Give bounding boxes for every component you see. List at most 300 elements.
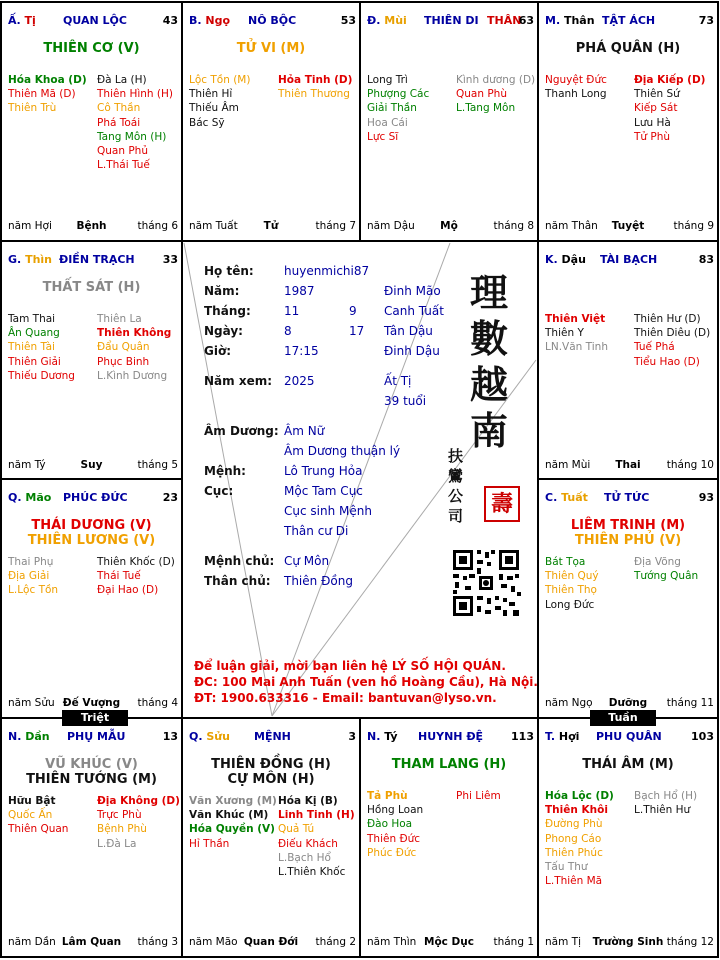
center-value: Thiên Đồng bbox=[284, 574, 353, 588]
footer-year: năm Sửu bbox=[8, 697, 55, 709]
minor-star: Quốc Ấn bbox=[8, 809, 53, 822]
footer-stage: Mộc Dục bbox=[424, 936, 474, 948]
minor-star: Thai Phụ bbox=[8, 556, 54, 568]
minor-star: Tiểu Hao (D) bbox=[634, 355, 700, 368]
footer-year: năm Hợi bbox=[8, 220, 52, 232]
palace-suu bbox=[182, 718, 360, 957]
minor-star: Tuế Phá bbox=[634, 341, 675, 354]
center-label: Họ tên: bbox=[204, 264, 254, 278]
star-column-left bbox=[545, 312, 608, 355]
palace-number: 53 bbox=[340, 14, 356, 27]
palace-position bbox=[545, 491, 588, 504]
tuan-tag: Tuần bbox=[590, 710, 656, 726]
palace-position bbox=[545, 730, 579, 743]
footer-year: năm Ngọ bbox=[545, 697, 593, 709]
palace-header bbox=[1, 241, 182, 266]
center-value: huyenmichi87 bbox=[284, 264, 370, 278]
qr-icon bbox=[451, 548, 521, 618]
minor-star: Hóa Kị (B) bbox=[278, 795, 338, 807]
minor-star: Địa Kiếp (D) bbox=[634, 74, 706, 86]
main-star: PHÁ QUÂN (H) bbox=[575, 41, 681, 56]
palace-position bbox=[189, 14, 230, 27]
footer-stage: Đế Vượng bbox=[62, 697, 121, 709]
minor-star: Cô Thần bbox=[97, 102, 141, 115]
minor-star: Hoa Cái bbox=[367, 116, 408, 129]
footer-year: năm Tị bbox=[545, 936, 581, 948]
center-value: 11 bbox=[284, 304, 300, 318]
star-column-right bbox=[97, 73, 173, 172]
minor-star: Kiếp Sát bbox=[634, 102, 678, 115]
palace-dan bbox=[1, 718, 182, 957]
minor-star: Tử Phù bbox=[634, 130, 671, 143]
earthly-branch: Thìn bbox=[25, 253, 52, 266]
calligraphy-char: 司 bbox=[448, 507, 464, 525]
minor-star: Đại Hao (D) bbox=[97, 584, 159, 597]
center-label: Tháng: bbox=[204, 304, 251, 318]
palace-name: ĐIỀN TRẠCH bbox=[59, 253, 135, 266]
palace-number: 103 bbox=[691, 730, 714, 743]
position-letter: C. bbox=[545, 491, 558, 504]
palace-than bbox=[538, 2, 718, 241]
footer-month: tháng 7 bbox=[315, 220, 356, 232]
center-value: 1987 bbox=[284, 284, 315, 298]
earthly-branch: Thân bbox=[563, 14, 595, 27]
center-value: Lô Trung Hỏa bbox=[284, 464, 363, 478]
footer-stage: Tử bbox=[263, 220, 279, 232]
center-label: Thân chủ: bbox=[204, 574, 271, 588]
minor-star: Tướng Quân bbox=[634, 570, 699, 583]
minor-star: Trực Phù bbox=[97, 809, 142, 822]
earthly-branch: Ngọ bbox=[205, 14, 231, 27]
center-value: Ất Tị bbox=[384, 374, 412, 388]
palace-position bbox=[367, 14, 407, 27]
star-column-left bbox=[8, 73, 87, 116]
palace-number: 3 bbox=[348, 730, 356, 743]
center-value: Âm Dương thuận lý bbox=[284, 444, 401, 458]
minor-star: Tả Phù bbox=[367, 790, 408, 802]
center-value: 39 tuổi bbox=[384, 394, 427, 408]
minor-star: Đà La (H) bbox=[97, 74, 147, 86]
footer-month: tháng 4 bbox=[137, 697, 178, 709]
footer-month: tháng 12 bbox=[666, 936, 714, 948]
star-column-right bbox=[634, 555, 698, 583]
palace-name: PHU QUÂN bbox=[596, 730, 662, 743]
minor-star: Lực Sĩ bbox=[367, 130, 399, 143]
minor-star: Thiên Khốc (D) bbox=[97, 556, 175, 568]
minor-star: Hỏa Tinh (D) bbox=[278, 74, 353, 86]
minor-star: Văn Khúc (M) bbox=[189, 809, 269, 822]
earthly-branch: Dần bbox=[25, 730, 50, 743]
palace-number: 93 bbox=[698, 491, 714, 504]
palace-number: 113 bbox=[511, 730, 534, 743]
minor-star: Điếu Khách bbox=[278, 837, 338, 850]
palace-position bbox=[8, 253, 52, 266]
palace-number: 83 bbox=[698, 253, 714, 266]
minor-star: Thiên Hình (H) bbox=[97, 88, 173, 101]
palace-name: PHỤ MẪU bbox=[67, 730, 126, 743]
palace-ty2 bbox=[360, 718, 538, 957]
triet-tag: Triệt bbox=[62, 710, 128, 726]
minor-star: Quan Phủ bbox=[97, 145, 148, 158]
minor-star: Thiên Tài bbox=[8, 341, 55, 354]
earthly-branch: Sửu bbox=[206, 730, 230, 743]
star-column-left bbox=[8, 312, 75, 383]
minor-star: Quả Tú bbox=[278, 823, 315, 836]
center-label: Cục: bbox=[204, 484, 234, 498]
minor-star: Thiên La bbox=[97, 313, 142, 325]
minor-star: Thiên Y bbox=[545, 327, 584, 340]
main-star: VŨ KHÚC (V) bbox=[45, 757, 138, 772]
earthly-branch: Tị bbox=[24, 14, 36, 27]
notice-line: Để luận giải, mời bạn liên hệ LÝ SỐ HỘI QUÁN. bbox=[194, 659, 506, 673]
star-column-left bbox=[545, 555, 599, 612]
minor-star: Thiên Đức bbox=[367, 832, 421, 845]
palace-header bbox=[360, 2, 538, 27]
center-value: Mộc Tam Cục bbox=[284, 484, 363, 498]
center-label: Năm: bbox=[204, 284, 240, 298]
minor-star: Thiên Mã (D) bbox=[8, 88, 76, 101]
main-star: THIÊN ĐỒNG (H) bbox=[211, 757, 331, 772]
minor-star: Nguyệt Đức bbox=[545, 74, 607, 86]
star-column-left bbox=[545, 73, 607, 101]
minor-star: Thiên Không bbox=[97, 327, 172, 340]
position-letter: M. bbox=[545, 14, 561, 27]
footer-month: tháng 8 bbox=[493, 220, 534, 232]
footer-stage: Dưỡng bbox=[608, 697, 648, 709]
palace-position bbox=[189, 730, 230, 743]
minor-star: Tam Thai bbox=[8, 313, 56, 325]
minor-star: Phúc Đức bbox=[367, 846, 417, 859]
palace-name: HUYNH ĐỆ bbox=[418, 730, 484, 743]
center-value: 8 bbox=[284, 324, 292, 338]
position-letter: Đ. bbox=[367, 14, 381, 27]
footer-stage: Trường Sinh bbox=[592, 936, 664, 948]
main-star: LIÊM TRINH (M) bbox=[570, 518, 686, 533]
minor-star: Hữu Bật bbox=[8, 795, 56, 807]
main-star: THIÊN CƠ (V) bbox=[43, 41, 140, 56]
calligraphy-char: 理 bbox=[470, 270, 509, 315]
palace-ty bbox=[1, 2, 182, 241]
calligraphy-char: 數 bbox=[470, 316, 509, 361]
palace-header bbox=[1, 2, 182, 27]
earthly-branch: Mùi bbox=[384, 14, 407, 27]
palace-name: TỬ TỨC bbox=[604, 491, 650, 504]
palace-header bbox=[360, 718, 538, 743]
position-letter: Ấ. bbox=[8, 14, 21, 27]
palace-header bbox=[538, 2, 718, 27]
palace-number: 43 bbox=[162, 14, 178, 27]
palace-name: TẬT ÁCH bbox=[602, 14, 656, 27]
calligraphy-char: 公 bbox=[448, 487, 464, 505]
minor-star: Kình dương (D) bbox=[456, 74, 536, 86]
footer-stage: Thai bbox=[615, 459, 641, 471]
star-column-right bbox=[278, 794, 355, 879]
palace-name: PHÚC ĐỨC bbox=[63, 491, 128, 504]
position-letter: N. bbox=[8, 730, 22, 743]
calligraphy-char: 扶 bbox=[448, 447, 464, 465]
minor-star: Ân Quang bbox=[8, 327, 60, 340]
center-label: Giờ: bbox=[204, 344, 232, 358]
minor-star: Thiên Phúc bbox=[545, 846, 603, 859]
minor-star: Hóa Quyền (V) bbox=[189, 823, 275, 836]
minor-star: Thiên Khôi bbox=[545, 804, 608, 817]
footer-month: tháng 9 bbox=[673, 220, 714, 232]
footer-stage: Bệnh bbox=[76, 220, 107, 232]
center-value: Canh Tuất bbox=[384, 304, 444, 318]
center-value: Đinh Mão bbox=[384, 284, 441, 298]
palace-header bbox=[538, 479, 718, 504]
palace-position bbox=[8, 14, 36, 27]
star-column-right bbox=[634, 73, 705, 144]
main-star: CỰ MÔN (H) bbox=[227, 772, 315, 787]
palace-number: 73 bbox=[698, 14, 714, 27]
position-letter: G. bbox=[8, 253, 22, 266]
minor-star: L.Đà La bbox=[97, 837, 137, 850]
minor-star: Thiên Thương bbox=[278, 88, 350, 101]
star-column-left bbox=[367, 73, 429, 144]
main-star: THẤT SÁT (H) bbox=[42, 280, 141, 295]
footer-year: năm Mão bbox=[189, 936, 238, 948]
palace-number: 63 bbox=[518, 14, 534, 27]
palace-header bbox=[182, 718, 360, 743]
minor-star: Đào Hoa bbox=[367, 818, 413, 831]
minor-star: Thiếu Âm bbox=[189, 102, 239, 115]
minor-star: Hóa Khoa (D) bbox=[8, 74, 87, 86]
footer-year: năm Dậu bbox=[367, 220, 415, 232]
center-value: Tân Dậu bbox=[384, 324, 433, 338]
footer-month: tháng 11 bbox=[666, 697, 714, 709]
minor-star: Bác Sỹ bbox=[189, 116, 225, 129]
minor-star: Giải Thần bbox=[367, 102, 417, 115]
earthly-branch: Hợi bbox=[558, 730, 580, 743]
minor-star: Đường Phù bbox=[545, 818, 603, 831]
minor-star: L.Lộc Tồn bbox=[8, 584, 59, 597]
minor-star: L.Bạch Hổ bbox=[278, 851, 331, 864]
palace-number: 23 bbox=[162, 491, 178, 504]
minor-star: Thiên Giải bbox=[8, 355, 61, 368]
main-star: THÁI ÂM (M) bbox=[582, 757, 674, 772]
minor-star: Tấu Thư bbox=[545, 861, 588, 874]
minor-star: Bạch Hổ (H) bbox=[634, 790, 698, 802]
notice-line: ĐC: 100 Mai Anh Tuấn (ven hồ Hoàng Cầu), Hà Nội. bbox=[194, 675, 538, 689]
footer-stage: Mộ bbox=[440, 220, 458, 232]
calligraphy-char: 鸞 bbox=[448, 467, 464, 485]
star-column-left bbox=[8, 794, 68, 837]
minor-star: Văn Xương (M) bbox=[189, 795, 277, 807]
center-label: Ngày: bbox=[204, 324, 243, 338]
footer-year: năm Dần bbox=[8, 936, 56, 948]
minor-star: L.Thái Tuế bbox=[97, 159, 150, 172]
minor-star: L.Thiên Mã bbox=[545, 875, 603, 888]
minor-star: Tang Môn (H) bbox=[97, 130, 167, 143]
star-column-left bbox=[545, 789, 614, 888]
footer-month: tháng 1 bbox=[493, 936, 534, 948]
main-star: THAM LANG (H) bbox=[391, 757, 507, 772]
palace-position bbox=[8, 491, 51, 504]
calligraphy-title bbox=[470, 270, 520, 454]
footer-stage: Lâm Quan bbox=[61, 936, 122, 948]
minor-star: Phượng Các bbox=[367, 88, 430, 101]
minor-star: Bát Tọa bbox=[545, 556, 586, 568]
star-column-right bbox=[97, 312, 171, 383]
star-column-right bbox=[634, 312, 710, 369]
footer-month: tháng 5 bbox=[137, 459, 178, 471]
calligraphy-char: 南 bbox=[470, 408, 509, 453]
position-letter: Q. bbox=[189, 730, 203, 743]
palace-position bbox=[545, 253, 586, 266]
star-column-right bbox=[456, 789, 501, 803]
palace-mui bbox=[360, 2, 538, 241]
minor-star: Linh Tinh (H) bbox=[278, 809, 355, 822]
palace-ngo bbox=[182, 2, 360, 241]
center-value: 17:15 bbox=[284, 344, 319, 358]
minor-star: L.Thiên Hư bbox=[634, 804, 691, 817]
palace-thin bbox=[1, 241, 182, 479]
star-column-right bbox=[278, 73, 352, 101]
palace-name: QUAN LỘC bbox=[63, 14, 127, 27]
minor-star: Phong Cáo bbox=[545, 832, 602, 845]
star-column-left bbox=[8, 555, 58, 598]
minor-star: Thiên Việt bbox=[545, 313, 606, 325]
palace-header bbox=[538, 241, 718, 266]
center-label: Âm Dương: bbox=[204, 424, 279, 438]
palace-header bbox=[182, 2, 360, 27]
minor-star: Long Đức bbox=[545, 598, 595, 611]
star-column-left bbox=[189, 73, 250, 130]
minor-star: L.Thiên Khốc bbox=[278, 866, 346, 879]
star-column-right bbox=[97, 794, 180, 851]
center-value: 17 bbox=[349, 324, 365, 338]
minor-star: Thiên Diêu (D) bbox=[634, 327, 711, 340]
main-star: THIÊN PHỦ (V) bbox=[574, 533, 682, 548]
calligraphy-small bbox=[448, 446, 468, 526]
footer-year: năm Tuất bbox=[189, 220, 238, 232]
earthly-branch: Mão bbox=[25, 491, 52, 504]
position-letter: K. bbox=[545, 253, 558, 266]
main-star: THÁI DƯƠNG (V) bbox=[31, 518, 152, 533]
palace-name: TÀI BẠCH bbox=[600, 253, 658, 266]
palace-position bbox=[545, 14, 595, 27]
minor-star: Phá Toái bbox=[97, 116, 141, 129]
minor-star: Phục Binh bbox=[97, 355, 150, 368]
palace-tuat bbox=[538, 479, 718, 718]
star-column-right bbox=[97, 555, 175, 598]
star-column-left bbox=[189, 794, 277, 851]
center-value: Cự Môn bbox=[284, 554, 330, 568]
minor-star: Thiên Trù bbox=[8, 102, 57, 115]
palace-number: 13 bbox=[162, 730, 178, 743]
center-value: Thân cư Di bbox=[284, 524, 349, 538]
minor-star: Hóa Lộc (D) bbox=[545, 790, 614, 802]
footer-month: tháng 3 bbox=[137, 936, 178, 948]
earthly-branch: Tý bbox=[384, 730, 398, 743]
footer-year: năm Thân bbox=[545, 220, 598, 232]
palace-mao bbox=[1, 479, 182, 718]
palace-position bbox=[8, 730, 50, 743]
earthly-branch: Tuất bbox=[561, 491, 588, 504]
main-star: THIÊN TƯỚNG (M) bbox=[26, 772, 157, 787]
minor-star: Đẩu Quân bbox=[97, 341, 150, 354]
footer-year: năm Tý bbox=[8, 459, 46, 471]
position-letter: T. bbox=[545, 730, 556, 743]
minor-star: Thái Tuế bbox=[97, 570, 141, 583]
minor-star: Thiên Hư (D) bbox=[634, 313, 701, 325]
main-star: TỬ VI (M) bbox=[236, 41, 306, 56]
minor-star: Thanh Long bbox=[545, 88, 607, 101]
footer-stage: Quan Đới bbox=[243, 936, 299, 948]
center-label: Năm xem: bbox=[204, 374, 273, 388]
palace-dau bbox=[538, 241, 718, 479]
center-value: 2025 bbox=[284, 374, 315, 388]
palace-number: 33 bbox=[162, 253, 178, 266]
center-value: 9 bbox=[349, 304, 357, 318]
minor-star: Thiên Thọ bbox=[545, 584, 597, 597]
minor-star: Thiên Sứ bbox=[634, 88, 680, 101]
minor-star: Quan Phù bbox=[456, 88, 507, 101]
minor-star: Long Trì bbox=[367, 74, 408, 86]
minor-star: Địa Không (D) bbox=[97, 795, 180, 807]
center-value: Đinh Dậu bbox=[384, 344, 440, 358]
minor-star: Lưu Hà bbox=[634, 116, 671, 129]
palace-header bbox=[1, 479, 182, 504]
minor-star: Thiên Quý bbox=[545, 570, 599, 583]
minor-star: Địa Giải bbox=[8, 570, 50, 583]
minor-star: Lộc Tồn (M) bbox=[189, 74, 251, 86]
palace-name: NÔ BỘC bbox=[248, 14, 297, 27]
minor-star: Địa Võng bbox=[634, 556, 681, 568]
minor-star: Thiên Quan bbox=[8, 823, 69, 836]
minor-star: Bệnh Phù bbox=[97, 823, 147, 836]
center-label: Mệnh: bbox=[204, 464, 246, 478]
footer-month: tháng 10 bbox=[666, 459, 714, 471]
position-letter: B. bbox=[189, 14, 202, 27]
footer-stage: Suy bbox=[80, 459, 103, 471]
position-letter: N. bbox=[367, 730, 381, 743]
star-column-right bbox=[456, 73, 535, 116]
than-marker: THÂN bbox=[487, 14, 522, 27]
center-label: Mệnh chủ: bbox=[204, 554, 275, 568]
minor-star: Hồng Loan bbox=[367, 804, 424, 817]
center-value: Cục sinh Mệnh bbox=[284, 504, 372, 518]
footer-stage: Tuyệt bbox=[611, 220, 645, 232]
footer-month: tháng 6 bbox=[137, 220, 178, 232]
position-letter: Q. bbox=[8, 491, 22, 504]
minor-star: Phi Liêm bbox=[456, 790, 501, 802]
center-value: Âm Nữ bbox=[284, 424, 325, 438]
palace-hoi bbox=[538, 718, 718, 957]
qr-code bbox=[451, 548, 521, 618]
minor-star: Thiên Hỉ bbox=[189, 88, 233, 101]
notice-line: ĐT: 1900.633316 - Email: bantuvan@lyso.vn. bbox=[194, 691, 497, 705]
footer-year: năm Thìn bbox=[367, 936, 417, 948]
palace-name: THIÊN DI bbox=[424, 14, 479, 27]
footer-year: năm Mùi bbox=[545, 459, 591, 471]
minor-star: L.Kình Dương bbox=[97, 369, 168, 382]
palace-name: MỆNH bbox=[254, 730, 291, 743]
minor-star: Hỉ Thần bbox=[189, 837, 230, 850]
calligraphy-char: 越 bbox=[470, 362, 509, 407]
star-column-right bbox=[634, 789, 697, 817]
earthly-branch: Dậu bbox=[561, 253, 586, 266]
main-star: THIÊN LƯƠNG (V) bbox=[27, 533, 156, 548]
minor-star: L.Tang Môn bbox=[456, 102, 516, 115]
minor-star: Thiếu Dương bbox=[8, 369, 75, 382]
star-column-left bbox=[367, 789, 423, 860]
seal-stamp: 壽 bbox=[484, 486, 520, 522]
minor-star: LN.Văn Tinh bbox=[545, 341, 608, 354]
palace-position bbox=[367, 730, 398, 743]
footer-month: tháng 2 bbox=[315, 936, 356, 948]
